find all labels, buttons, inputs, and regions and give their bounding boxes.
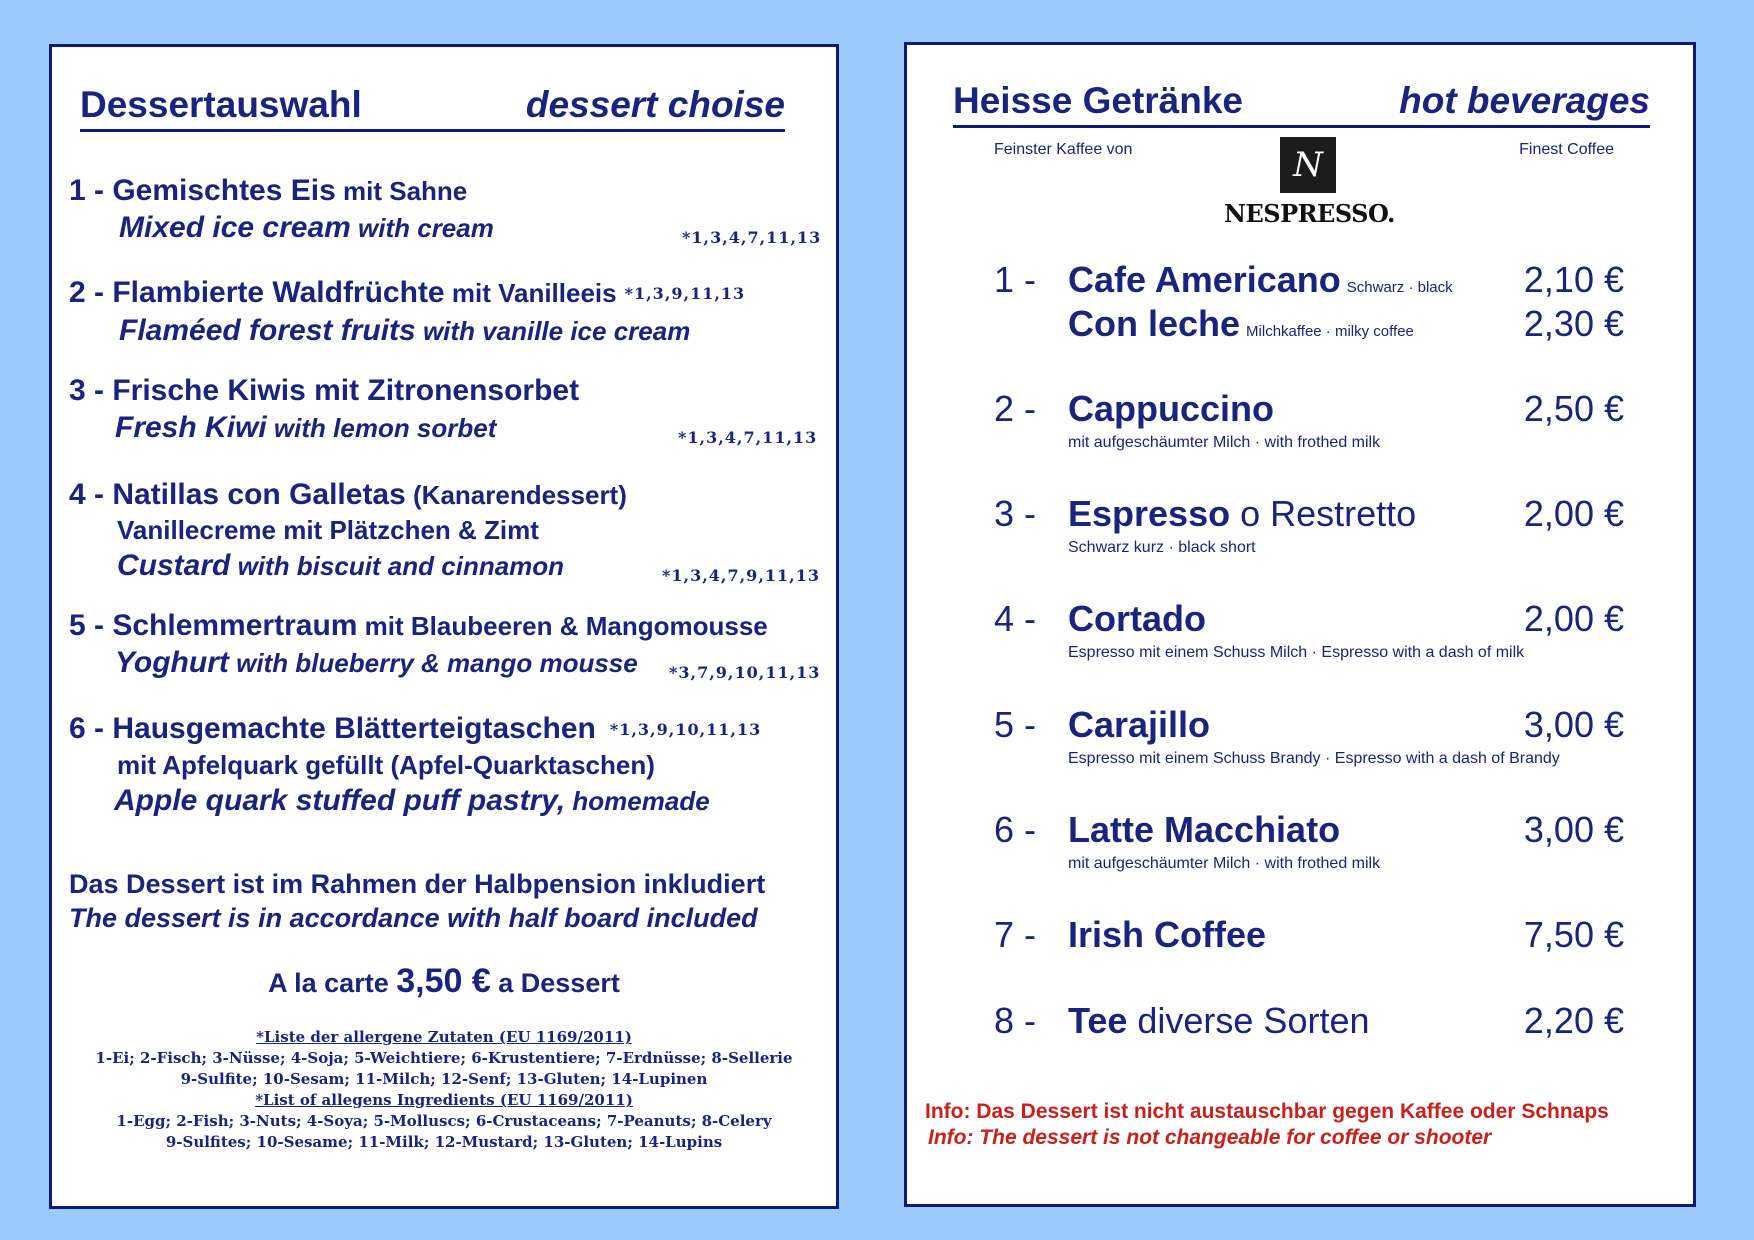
alacarte-price-line	[52, 962, 836, 1001]
beverage-name-variant: Con leche	[1068, 303, 1241, 344]
dessert-allergens: *1,3,4,7,9,11,13	[662, 566, 820, 585]
dessert-name-de: 6 - Hausgemachte Blätterteigtaschen	[69, 712, 596, 745]
dessert-item-1	[69, 173, 829, 247]
beverage-title-en: hot beverages	[1399, 80, 1650, 121]
beverage-number: 8 -	[994, 1000, 1037, 1041]
allergen-legend-de-line: 1-Ei; 2-Fisch; 3-Nüsse; 4-Soja; 5-Weichtiere; 6-Krustentiere; 7-Erdnüsse; 8-Sellerie	[95, 1049, 793, 1067]
allergen-legend-en-line: 9-Sulfites; 10-Sesame; 11-Milk; 12-Mustard; 13-Gluten; 14-Lupins	[165, 1133, 723, 1151]
dessert-name-en: Fresh Kiwi	[115, 411, 267, 444]
beverage-item-8	[994, 1000, 1624, 1044]
halfboard-note	[69, 867, 829, 935]
allergen-legend-head-en: *List of allegens Ingredients (EU 1169/2011)	[255, 1091, 633, 1109]
beverage-number: 7 -	[994, 914, 1037, 955]
beverage-number: 1 -	[994, 259, 1037, 300]
alacarte-prefix: A la carte	[268, 968, 397, 998]
dessert-desc-en: homemade	[565, 786, 710, 817]
dessert-name-de: 5 - Schlemmertraum	[69, 609, 358, 642]
dessert-item-2	[69, 275, 829, 350]
dessert-allergens: *1,3,9,10,11,13	[609, 720, 762, 740]
coffee-brand-de: Feinster Kaffee von	[994, 141, 1133, 158]
dessert-name-en: Custard	[117, 549, 231, 582]
info-note	[925, 1099, 1685, 1151]
beverage-item-4	[994, 598, 1624, 664]
beverage-name: Carajillo	[1068, 704, 1211, 745]
beverage-price: 3,00 €	[1523, 704, 1624, 745]
beverage-description: Espresso mit einem Schuss Milch · Espresso with a dash of milk	[1068, 644, 1525, 661]
dessert-desc-en: with cream	[350, 213, 494, 243]
dessert-allergens: *1,3,9,11,13	[624, 284, 746, 304]
dessert-allergens: *3,7,9,10,11,13	[669, 663, 821, 682]
beverage-inline-desc-variant: Milchkaffee · milky coffee	[1246, 323, 1414, 340]
dessert-name-en: Apple quark stuffed puff pastry,	[114, 784, 566, 818]
beverage-item-5	[994, 704, 1624, 770]
beverage-description: Schwarz kurz · black short	[1068, 539, 1256, 556]
dessert-desc-en: with vanille ice cream	[415, 316, 691, 347]
dessert-name-en: Flaméed forest fruits	[119, 314, 416, 348]
halfboard-note-de: Das Dessert ist im Rahmen der Halbpension inkludiert	[69, 869, 766, 899]
dessert-allergens: *1,3,4,7,11,13	[682, 228, 822, 247]
dessert-desc-de: mit Blaubeeren & Mangomousse	[357, 611, 768, 641]
alacarte-price: 3,50 €	[396, 962, 491, 1000]
info-note-en: Info: The dessert is not changeable for coffee or shooter	[928, 1126, 1492, 1149]
dessert-desc-de: mit Sahne	[335, 176, 468, 206]
dessert-desc-en: with biscuit and cinnamon	[230, 551, 565, 581]
beverage-description: Espresso mit einem Schuss Brandy · Espresso with a dash of Brandy	[1068, 750, 1560, 767]
coffee-brand-en: Finest Coffee	[1519, 141, 1614, 158]
dessert-desc-en: with lemon sorbet	[266, 413, 497, 443]
nespresso-wordmark: NESPRESSO.	[1224, 199, 1395, 228]
dessert-desc-de: mit Vanilleeis	[444, 278, 617, 308]
dessert-allergens: *1,3,4,7,11,13	[678, 428, 818, 447]
beverage-menu-panel	[904, 42, 1696, 1207]
beverage-inline-desc: Schwarz · black	[1346, 279, 1453, 296]
beverage-item-3	[994, 493, 1624, 559]
beverage-name: Espresso	[1068, 493, 1231, 534]
dessert-item-4	[69, 477, 829, 585]
allergen-legend-head-de: *Liste der allergene Zutaten (EU 1169/2011)	[256, 1028, 632, 1046]
dessert-menu-panel	[49, 44, 839, 1209]
beverage-name: Latte Macchiato	[1068, 809, 1341, 850]
allergen-legend-en-line: 1-Egg; 2-Fish; 3-Nuts; 4-Soya; 5-Molluscs; 6-Crustaceans; 7-Peanuts; 8-Celery	[116, 1112, 772, 1130]
beverage-name: Cortado	[1068, 598, 1206, 639]
beverage-name: Tee	[1068, 1000, 1128, 1041]
nespresso-logo-icon: N	[1280, 137, 1336, 193]
beverage-menu-header	[953, 79, 1650, 128]
beverage-name: Irish Coffee	[1068, 914, 1267, 955]
beverage-title-de: Heisse Getränke	[953, 80, 1244, 121]
beverage-number: 3 -	[994, 493, 1037, 534]
dessert-desc-de-2: mit Apfelquark gefüllt (Apfel-Quarktaschen)	[117, 750, 655, 781]
allergen-legend-de-line: 9-Sulfite; 10-Sesam; 11-Milch; 12-Senf; 13-Gluten; 14-Lupinen	[180, 1070, 708, 1088]
beverage-price: 3,00 €	[1523, 809, 1624, 850]
beverage-item-6	[994, 809, 1624, 875]
beverage-name: Cafe Americano	[1068, 259, 1341, 300]
beverage-price: 2,50 €	[1523, 388, 1624, 429]
beverage-number: 4 -	[994, 598, 1037, 639]
beverage-description: mit aufgeschäumter Milch · with frothed milk	[1068, 855, 1381, 872]
dessert-desc-en: with blueberry & mango mousse	[228, 648, 638, 678]
beverage-item-2	[994, 388, 1624, 454]
halfboard-note-en: The dessert is in accordance with half board included	[69, 903, 758, 933]
beverage-name: Cappuccino	[1068, 388, 1275, 429]
dessert-desc-de: (Kanarendessert)	[405, 480, 627, 510]
dessert-title-de: Dessertauswahl	[80, 84, 362, 125]
beverage-price: 2,20 €	[1523, 1000, 1624, 1041]
dessert-name-de: 1 - Gemischtes Eis	[69, 174, 336, 207]
beverage-item-7	[994, 914, 1624, 958]
beverage-price: 7,50 €	[1523, 914, 1624, 955]
dessert-menu-header	[80, 83, 785, 132]
beverage-price: 2,00 €	[1523, 598, 1624, 639]
beverage-price: 2,10 €	[1523, 259, 1624, 300]
dessert-desc-de-2: Vanillecreme mit Plätzchen & Zimt	[117, 515, 539, 545]
beverage-name-suffix: o Restretto	[1230, 493, 1417, 534]
beverage-name-suffix: diverse Sorten	[1127, 1000, 1370, 1041]
dessert-name-en: Mixed ice cream	[119, 211, 351, 244]
beverage-price-variant: 2,30 €	[1523, 303, 1624, 344]
dessert-name-de: 3 - Frische Kiwis mit Zitronensorbet	[69, 374, 580, 407]
beverage-number: 2 -	[994, 388, 1037, 429]
dessert-item-3	[69, 373, 829, 447]
dessert-name-de: 4 - Natillas con Galletas	[69, 478, 406, 511]
coffee-brand-row	[994, 137, 1614, 237]
beverage-price: 2,00 €	[1523, 493, 1624, 534]
beverage-item-1	[994, 259, 1624, 347]
dessert-name-en: Yoghurt	[115, 646, 229, 679]
beverage-description: mit aufgeschäumter Milch · with frothed milk	[1068, 434, 1381, 451]
allergen-legend	[52, 1027, 836, 1153]
dessert-name-de: 2 - Flambierte Waldfrüchte	[69, 276, 445, 309]
dessert-item-5	[69, 608, 829, 682]
info-note-de: Info: Das Dessert ist nicht austauschbar gegen Kaffee oder Schnaps	[925, 1100, 1609, 1123]
beverage-number: 5 -	[994, 704, 1037, 745]
beverage-number: 6 -	[994, 809, 1037, 850]
dessert-item-6	[69, 711, 829, 820]
alacarte-suffix: a Dessert	[490, 968, 620, 998]
dessert-title-en: dessert choise	[525, 84, 785, 125]
